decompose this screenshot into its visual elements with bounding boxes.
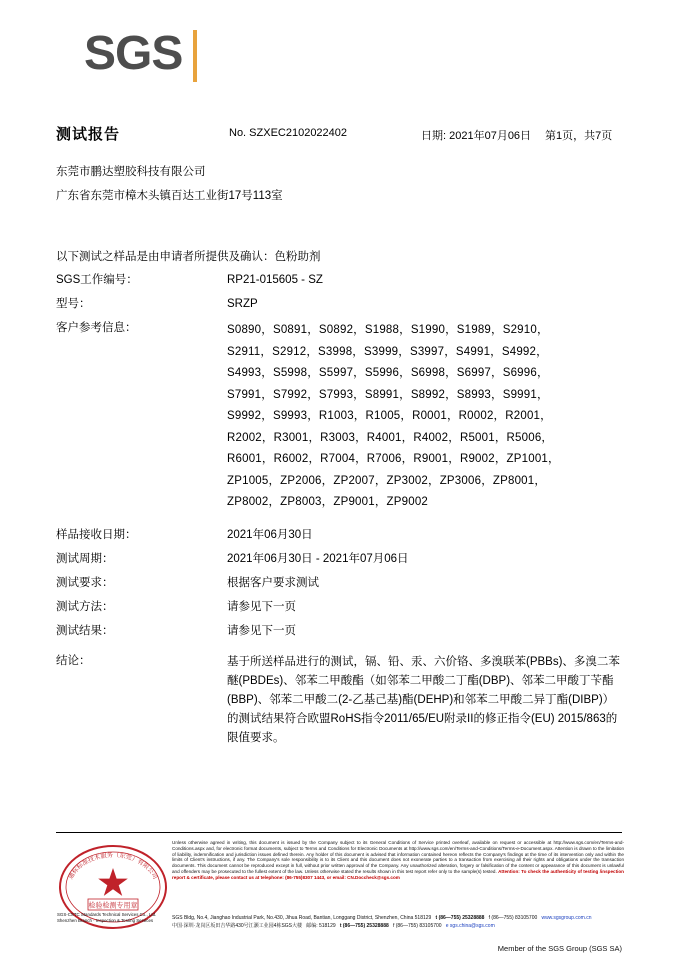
list-item: S0890，S0891，S0892，S1988，S1990，S1989，S2910， (227, 324, 549, 336)
page-indicator: 第1页，共7页 (545, 130, 613, 142)
field-label: 样品接收日期： (56, 528, 137, 541)
list-item: S7991，S7992，S7993，S8991，S8992，S8993，S9991， (227, 388, 549, 401)
field-row (56, 551, 626, 568)
conclusion-label: 结论： (56, 654, 91, 667)
field-value: SRZP (227, 298, 258, 310)
sgs-logo (84, 28, 194, 90)
list-item: S4993，S5998，S5997，S5996，S6998，S6997，S6996， (227, 367, 549, 379)
footer-terms-paragraph: Unless otherwise agreed in writing, this document is issued by the Company subject to its General Conditions of Service printed overleaf, available on request or accessible at http://www.sgs.com/en/Terms-and-Conditions.aspx and, for electronic format documents, subject to Terms and Conditions for Electronic Documents at http://www.sgs.com/en/Terms-and-Conditions/Terms-e-Document.aspx. Attention is drawn to the limitation of liability, indemnification and jurisdiction issues defined therein. Any holder of this document is advised that information contained hereon reflects the Company's findings at the time of its intervention only and within the limits of Client's instructions, if any. The Company's sole responsibility is to its Client and this document does not exonerate parties to a transaction from exercising all their rights and obligations under the transaction documents. This document cannot be reproduced except in full, without prior written approval of the Company. Any unauthorized alteration, forgery or falsification of the content or appearance of this document is unlawful and offenders may be prosecuted to the fullest extent of the law. Unless otherwise stated the results shown in this test report refer only to the sample(s) tested. (172, 840, 624, 874)
footer-address-en-line (172, 915, 624, 923)
list-item: S9992，S9993，R1003，R1005，R0001，R0002，R2001， (227, 410, 552, 422)
field-value: RP21-015605 - SZ (227, 274, 323, 286)
client-reference-row (56, 320, 626, 514)
client-address: 广东省东莞市樟木头镇百达工业街17号113室 (56, 190, 283, 202)
footer-phone-cn: t (86—755) 25328888 (339, 922, 389, 929)
footer-terms (172, 840, 624, 881)
client-reference-values (227, 320, 560, 514)
conclusion-row (56, 653, 626, 748)
field-row (56, 296, 626, 313)
list-item: R2002，R3001，R3003，R4001，R4002，R5001，R5006， (227, 431, 554, 444)
list-item: S2911，S2912，S3998，S3999，S3997，S4991，S4992， (227, 345, 548, 358)
field-row (56, 527, 626, 544)
page-title: 测试报告 (56, 126, 121, 143)
list-item: ZP1005，ZP2006，ZP2007，ZP3002，ZP3006，ZP8001， (227, 474, 547, 487)
footer-fax-en: f (86—755) 83105700 (488, 915, 538, 921)
field-label: 型号： (56, 298, 91, 310)
footer-fax-cn: f (86—755) 83105700 (392, 922, 442, 929)
list-item: ZP8002，ZP8003，ZP9001，ZP9002 (227, 496, 429, 508)
field-label: 客户参考信息： (56, 322, 137, 334)
report-number: No. SZXEC2102022402 (229, 127, 348, 139)
sgs-logo-accent-bar (193, 30, 197, 82)
footer-address-block (172, 915, 624, 930)
field-row (56, 599, 626, 616)
footer-branch-label (57, 912, 175, 924)
svg-text:通标标准技术服务（东莞）有限公司: 通标标准技术服务（东莞）有限公司 (67, 851, 159, 881)
sample-note: 以下测试之样品是由申请者所提供及确认：色粉助剂 (56, 251, 321, 263)
footer-email[interactable]: e sgs.china@sgs.com (445, 922, 495, 929)
field-row (56, 575, 626, 592)
field-label: SGS工作编号： (56, 274, 138, 286)
field-value: 2021年06月30日 - 2021年07月06日 (227, 552, 409, 565)
field-value: 2021年06月30日 (227, 528, 313, 541)
footer-address-cn-line (172, 923, 624, 931)
field-row (56, 623, 626, 640)
fields-block (56, 272, 626, 755)
field-value: 请参见下一页 (227, 600, 296, 613)
footer-phone-en: t (86—755) 25328888 (435, 915, 485, 921)
footer-branch-label-text: SGS-CSTC Standards Technical Services Co., Ltd. Shenzhen Branch · Inspection & Testing Services (57, 912, 157, 923)
field-label: 测试方法： (56, 600, 114, 613)
conclusion-value: 基于所送样品进行的测试，镉、铅、汞、六价铬、多溴联苯(PBBs)、多溴二苯醚(PBDEs)、邻苯二甲酸酯（如邻苯二甲酸二丁酯(DBP)、邻苯二甲酸丁苄酯(BBP)、邻苯二甲酸二(2-乙基己基)酯(DEHP)和邻苯二甲酸二异丁酯(DIBP)）的测试结果符合欧盟RoHS指令2011/65/EU附录II的修正指令(EU) 2015/863的限值要求。 (227, 655, 620, 744)
footer-attention: Attention: To check the authenticity of testing /inspection report & certificate, please contact us at telephone: (86-755)8307 1443, or email: CN.Doccheck@sgs.com (172, 868, 624, 880)
footer-divider (56, 832, 622, 833)
footer-address-en: SGS Bldg, No.4, Jianghao Industrial Park, No.430, Jihua Road, Bantian, Longgang District, Shenzhen, China 518129 (172, 915, 432, 921)
svg-text:检验检测专用章: 检验检测专用章 (88, 902, 138, 910)
field-value: 请参见下一页 (227, 624, 296, 637)
client-company: 东莞市鹏达塑胶科技有限公司 (56, 166, 206, 178)
list-item: R6001，R6002，R7004，R7006，R9001，R9002，ZP1001， (227, 453, 560, 465)
field-row (56, 272, 626, 289)
sgs-logo-text: SGS (84, 27, 183, 80)
footer-address-cn: 中国·深圳·龙岗区坂田吉华路430号江灏工业园4栋SGS大楼 (172, 922, 303, 929)
footer-zip-cn: 邮编: 518129 (306, 922, 336, 929)
field-label: 测试结果： (56, 624, 114, 637)
footer-website[interactable]: www.sgsgroup.com.cn (541, 915, 592, 921)
field-value: 根据客户要求测试 (227, 576, 319, 589)
report-date: 日期: 2021年07月06日 (421, 130, 532, 142)
field-label: 测试要求： (56, 576, 114, 589)
field-label: 测试周期： (56, 552, 114, 565)
footer-member-line: Member of the SGS Group (SGS SA) (497, 944, 622, 953)
